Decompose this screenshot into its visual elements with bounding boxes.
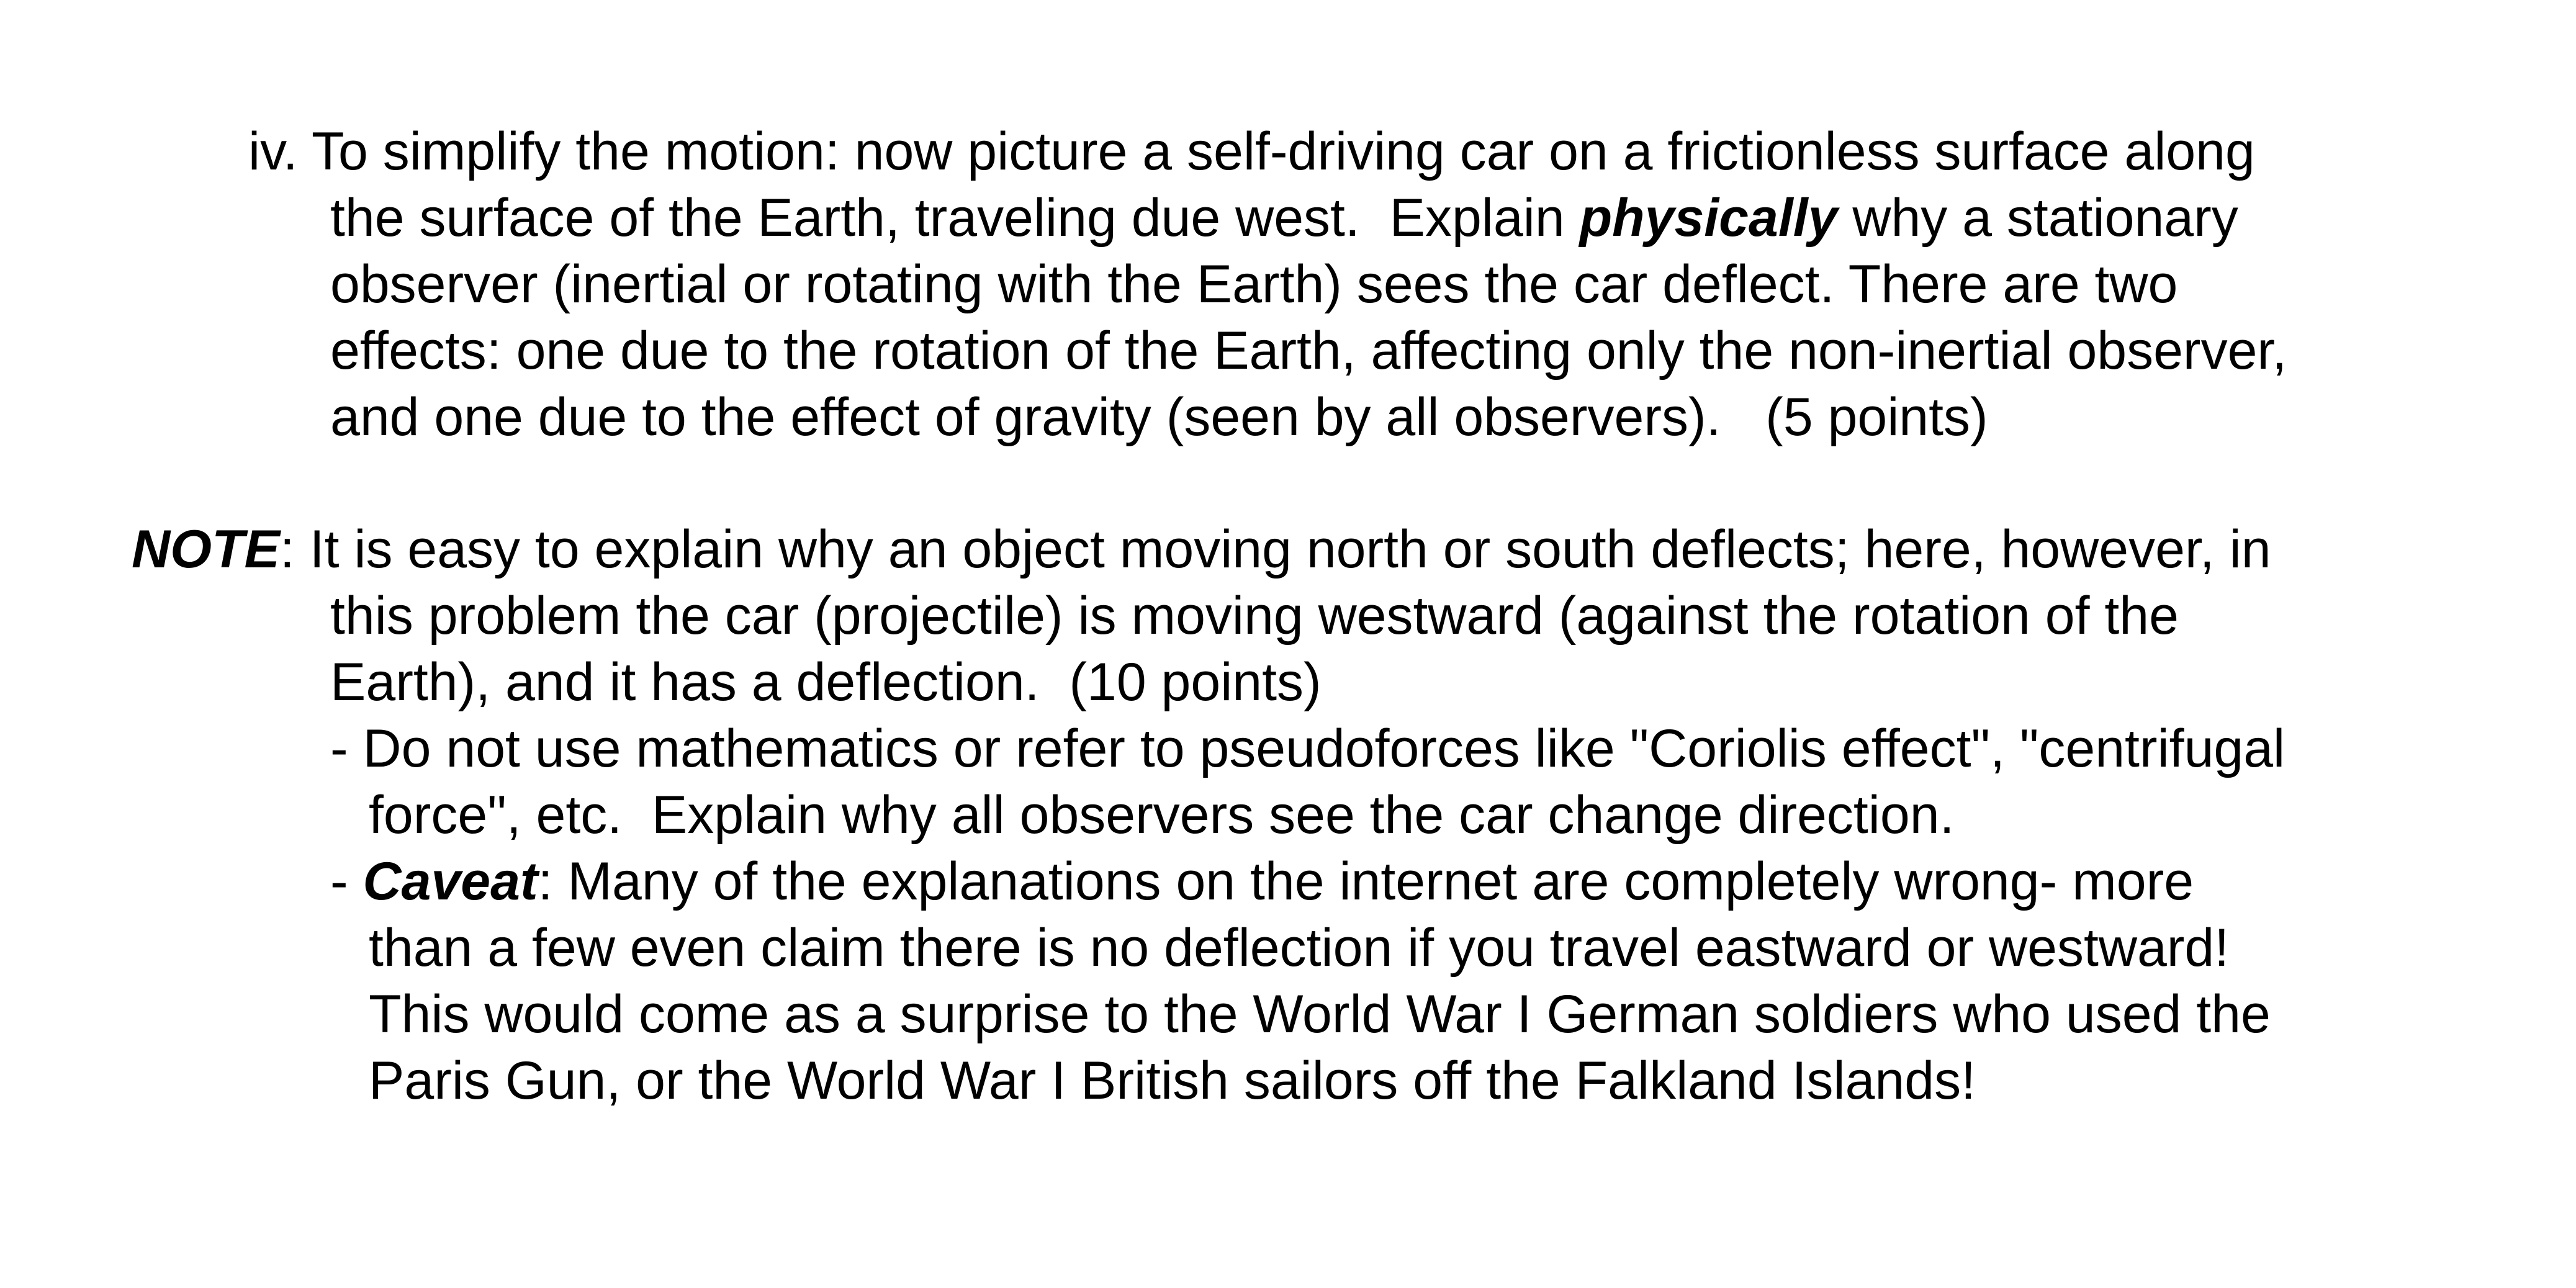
question-iv-line-1: [248, 119, 2255, 184]
note-line-2: this problem the car (projectile) is moving westward (against the rotation of the: [330, 586, 2179, 646]
question-iv-text: To simplify the motion: now picture a self-driving car on a frictionless surface along: [311, 122, 2255, 181]
note-bullet-2-line-2: than a few even claim there is no deflection if you travel eastward or westward!: [369, 918, 2230, 978]
question-iv-text: why a stationary: [1837, 188, 2238, 248]
question-iv-text: the surface of the Earth, traveling due west. Explain: [330, 188, 1580, 248]
note-line-3: Earth), and it has a deflection. (10 points): [330, 652, 1322, 712]
question-iv-line-3: observer (inertial or rotating with the Earth) sees the car deflect. There are two: [330, 254, 2178, 314]
note-bullet-2-line-3: This would come as a surprise to the World War I German soldiers who used the: [369, 984, 2271, 1044]
note-bullet-1-line-1: - Do not use mathematics or refer to pseudoforces like "Coriolis effect", "centrifugal: [330, 719, 2286, 778]
note-bullet-2-text: : Many of the explanations on the internet are completely wrong- more: [538, 852, 2194, 911]
caveat-label: Caveat: [363, 852, 538, 911]
question-iv-marker: iv.: [248, 122, 298, 181]
question-iv-line-2: [330, 185, 2238, 251]
note-bullet-1-line-2: force", etc. Explain why all observers see the car change direction.: [369, 785, 1955, 845]
question-iv-line-4: effects: one due to the rotation of the Earth, affecting only the non-inertial observer,: [330, 321, 2287, 381]
question-iv-line-5: and one due to the effect of gravity (seen by all observers). (5 points): [330, 387, 1988, 447]
emphasis-physically: physically: [1579, 188, 1838, 248]
note-bullet-2-line-1: [330, 849, 2194, 914]
note-line-1: [132, 516, 2271, 582]
note-label: NOTE: [132, 520, 280, 579]
note-bullet-2-line-4: Paris Gun, or the World War I British sailors off the Falkland Islands!: [369, 1051, 1976, 1110]
bullet-dash: -: [330, 852, 363, 911]
note-text: : It is easy to explain why an object moving north or south deflects; here, however, in: [279, 520, 2271, 579]
